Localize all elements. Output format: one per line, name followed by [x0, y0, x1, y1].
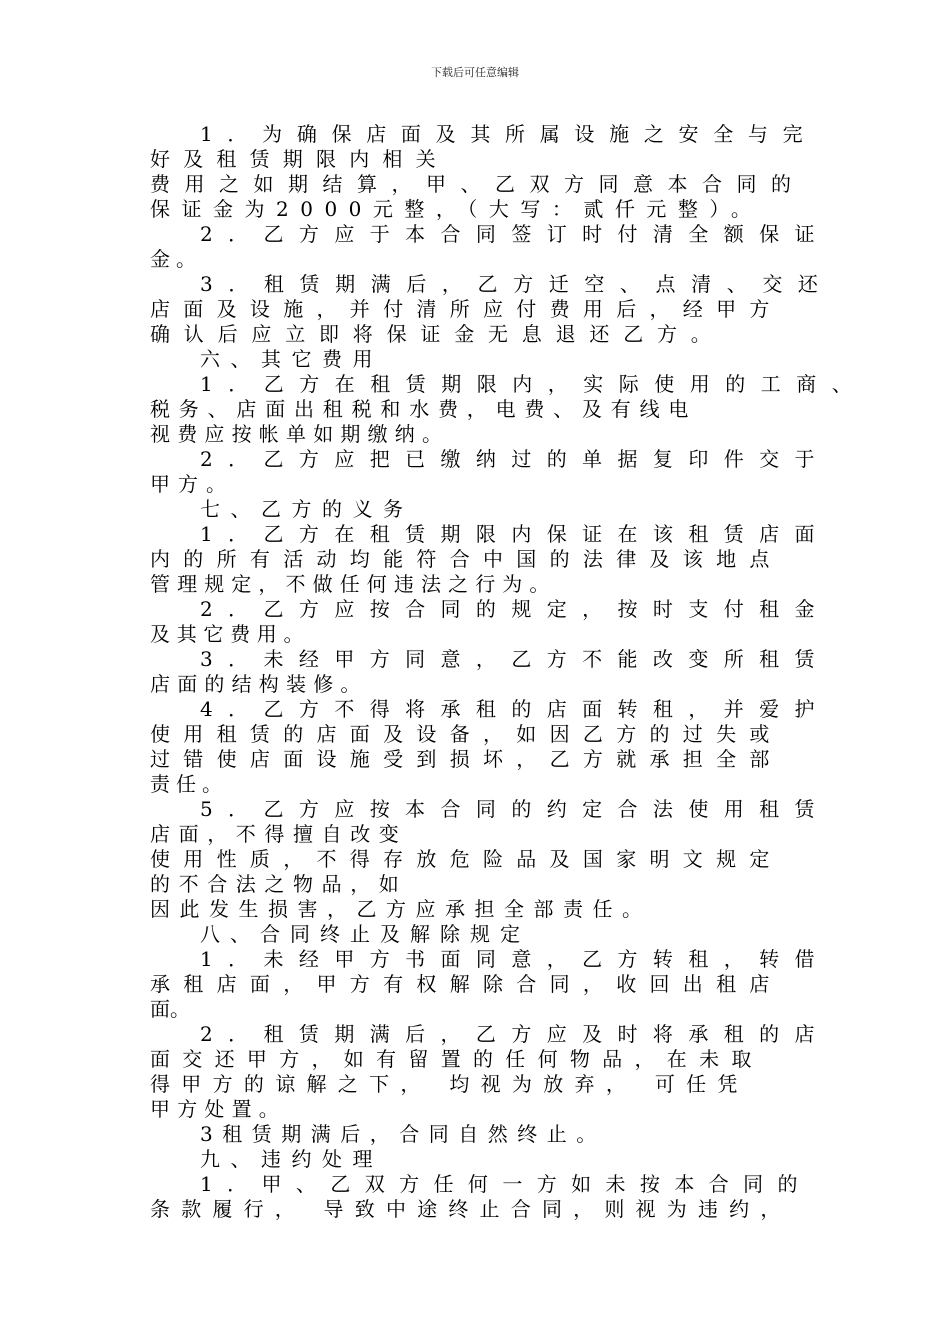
text-line-content: 1．未经甲方书面同意，乙方转租，转借: [200, 947, 830, 971]
text-line: [150, 872, 850, 897]
text-line-content: 八、合同终止及解除规定: [200, 922, 530, 946]
text-line-content: 2．乙方应按合同的规定，按时支付租金: [200, 597, 830, 621]
text-line: [150, 547, 850, 572]
text-line-content: 金。: [150, 247, 202, 271]
text-line-content: 视费应按帐单如期缴纳。: [150, 422, 450, 446]
contract-body: [150, 122, 868, 1222]
text-line: [150, 147, 850, 172]
text-line: [150, 1197, 850, 1222]
text-line-content: 及其它费用。: [150, 622, 311, 646]
text-line: [150, 397, 850, 422]
text-line: [150, 997, 850, 1022]
text-line-content: 得甲方的谅解之下， 均视为放弃， 可任凭: [150, 1072, 749, 1096]
text-line-content: 1．乙方在租赁期限内，实际使用的工商、: [200, 372, 868, 396]
text-line: [150, 822, 850, 847]
text-line-content: 好及租赁期限内相关: [150, 147, 449, 171]
text-line: [150, 597, 850, 622]
text-line: [150, 272, 850, 297]
text-line: [150, 1147, 850, 1172]
text-line-content: 店面的结构装修。: [150, 672, 368, 696]
text-line: [150, 847, 850, 872]
text-line: [150, 972, 850, 997]
text-line-content: 面交还甲方，如有留置的任何物品，在未取: [150, 1047, 764, 1071]
text-line: [150, 472, 850, 497]
text-line: [150, 247, 850, 272]
text-line-content: 店面，不得擅自改变: [150, 822, 408, 846]
text-line-content: 费用之如期结算，甲、乙双方同意本合同的: [150, 172, 806, 196]
text-line-content: 六、其它费用: [200, 347, 383, 371]
text-line: [150, 747, 850, 772]
text-line: [150, 897, 850, 922]
text-line: [150, 722, 850, 747]
text-line-content: 责任。: [150, 772, 228, 796]
text-line-content: 九、违约处理: [200, 1147, 383, 1171]
text-line-content: 条款履行， 导致中途终止合同，则视为违约，: [150, 1197, 792, 1221]
text-line: [150, 1072, 850, 1097]
text-line: [150, 347, 850, 372]
text-line: [150, 522, 850, 547]
text-line-content: 店面及设施，并付清所应付费用后，经甲方: [150, 297, 783, 321]
text-line: [150, 697, 850, 722]
text-line: [150, 1047, 850, 1072]
text-line-content: 1．乙方在租赁期限内保证在该租赁店面: [200, 522, 830, 546]
text-line-content: 2．乙方应把已缴纳过的单据复印件交于: [200, 447, 830, 471]
text-line: [150, 1172, 850, 1197]
text-line-content: 的不合法之物品，如: [150, 872, 408, 896]
text-line-content: 2．乙方应于本合同签订时付清全额保证: [200, 222, 830, 246]
text-line: [150, 647, 850, 672]
text-line: [150, 622, 850, 647]
text-line: [150, 1097, 850, 1122]
text-line: [150, 197, 850, 222]
text-line: [150, 922, 850, 947]
text-line-content: 七、乙方的义务: [200, 497, 414, 521]
text-line-content: 承租店面，甲方有权解除合同，收回出租店: [150, 972, 783, 996]
text-line-content: 面。: [150, 997, 190, 1021]
text-line-content: 使用租赁的店面及设备，如因乙方的过失或: [150, 722, 783, 746]
text-line: [150, 497, 850, 522]
text-line-content: 税务、店面出租税和水费，电费、及有线电: [150, 397, 698, 421]
text-line-content: 1．为确保店面及其所属设施之安全与完: [200, 122, 818, 146]
text-line: [150, 297, 850, 322]
text-line-content: 3．未经甲方同意，乙方不能改变所租赁: [200, 647, 830, 671]
text-line-content: 3租赁期满后，合同自然终止。: [200, 1122, 606, 1146]
page-header-note: 下载后可任意编辑: [431, 66, 519, 79]
text-line-content: 3．租赁期满后，乙方迁空、点清、交还: [200, 272, 834, 296]
text-line-content: 确认后应立即将保证金无息退还乙方。: [150, 322, 725, 346]
text-line-content: 甲方。: [150, 472, 234, 496]
text-line: [150, 172, 850, 197]
text-line-content: 5．乙方应按本合同的约定合法使用租赁: [200, 797, 830, 821]
text-line: [150, 222, 850, 247]
text-line: [150, 422, 850, 447]
text-line: [150, 1122, 850, 1147]
text-line: [150, 322, 850, 347]
text-line: [150, 672, 850, 697]
text-line: [150, 1022, 850, 1047]
text-line-content: 内的所有活动均能符合中国的法律及该地点: [150, 547, 783, 571]
text-line: [150, 122, 850, 147]
text-line-content: 2．租赁期满后，乙方应及时将承租的店: [200, 1022, 830, 1046]
text-line-content: 过错使店面设施受到损坏，乙方就承担全部: [150, 747, 783, 771]
text-line-content: 4．乙方不得将承租的店面转租，并爱护: [200, 697, 830, 721]
text-line: [150, 797, 850, 822]
text-line: [150, 947, 850, 972]
text-line: [150, 372, 868, 397]
text-line: [150, 772, 850, 797]
text-line-content: 保证金为2000元整，（大写：贰仟元整）。: [150, 197, 763, 221]
text-line-content: 因此发生损害，乙方应承担全部责任。: [150, 897, 652, 921]
text-line: [150, 572, 850, 597]
text-line-content: 甲方处置。: [150, 1097, 286, 1121]
text-line-content: 使用性质，不得存放危险品及国家明文规定: [150, 847, 783, 871]
text-line: [150, 447, 850, 472]
text-line-content: 1．甲、乙双方任何一方如未按本合同的: [200, 1172, 812, 1196]
text-line-content: 管理规定，不做任何违法之行为。: [150, 572, 557, 596]
